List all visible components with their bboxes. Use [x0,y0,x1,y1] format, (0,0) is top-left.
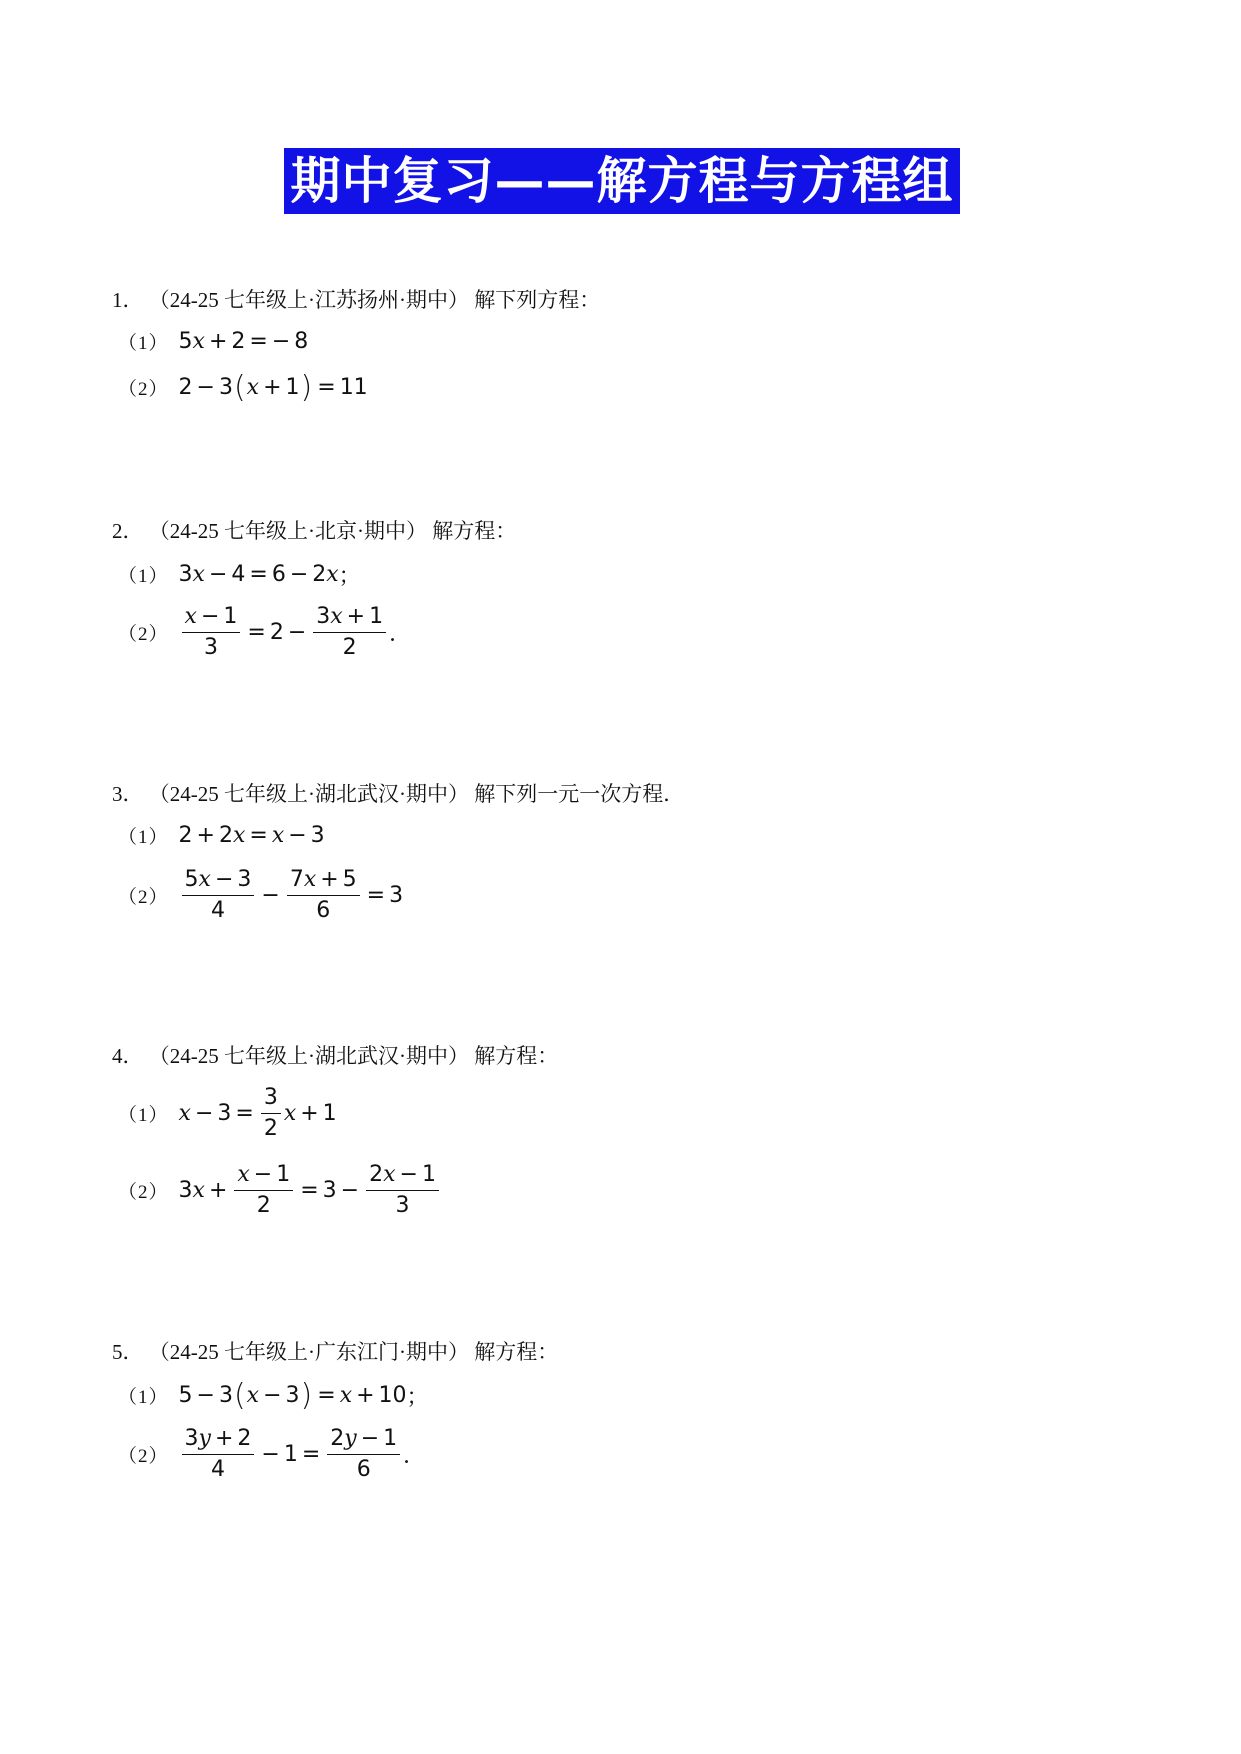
question-prompt: 解下列方程： [474,288,601,312]
equation: $\frac{3y + 2}{4}$ − 1 = $\frac{2y - 1}{6}$ ． [179,1426,426,1483]
question-2-part-2 [118,604,411,661]
question-3-part-1 [118,822,325,849]
question-4-part-2 [118,1162,442,1219]
question-number: 1． [112,288,144,312]
part-label: （1） [118,1105,169,1126]
part-label: （1） [118,333,169,354]
question-number: 3． [112,782,144,806]
question-number: 2． [112,519,144,543]
equation: 5 x + 2 = − 8 [178,329,309,354]
part-label: （2） [118,379,169,400]
question-prompt: 解方程： [474,1044,559,1068]
question-2-header [112,515,516,545]
question-1-part-1 [118,328,308,355]
question-5-part-1 [118,1377,429,1413]
equation: 2 − 3 ( x + 1 ) = 11 [178,369,368,405]
equation: 3 x − 4 = 6 − 2 x ； [178,562,361,589]
page-title: 期中复习——解方程与方程组 [284,148,960,214]
equation: 2 + 2 x = x − 3 [178,823,325,848]
equation: $\frac{5x - 3}{4}$ − $\frac{7x + 5}{6}$ = 3 [179,867,404,924]
question-source: （24-25 七年级上·江苏扬州·期中） [148,288,469,312]
question-number: 5． [112,1340,144,1364]
question-4-header [112,1040,558,1070]
question-source: （24-25 七年级上·湖北武汉·期中） [148,1044,469,1068]
question-prompt: 解下列一元一次方程． [474,782,685,806]
part-label: （2） [118,887,169,908]
part-label: （1） [118,566,169,587]
part-label: （2） [118,1446,169,1467]
question-3-header [112,778,684,808]
question-prompt: 解方程： [432,519,517,543]
equation: 5 − 3 ( x − 3 ) = x + 10 ； [178,1377,429,1413]
question-4-part-1 [118,1085,337,1142]
part-label: （2） [118,1182,169,1203]
part-label: （1） [118,1387,169,1408]
question-prompt: 解方程： [474,1340,559,1364]
question-source: （24-25 七年级上·湖北武汉·期中） [148,782,469,806]
question-5-part-2 [118,1426,425,1483]
question-5-header [112,1336,558,1366]
question-source: （24-25 七年级上·北京·期中） [148,519,427,543]
question-3-part-2 [118,867,403,924]
question-1-part-2 [118,369,368,405]
question-number: 4． [112,1044,144,1068]
part-label: （2） [118,624,169,645]
part-label: （1） [118,827,169,848]
equation: x − 3 = $\frac{3}{2}$ x + 1 [178,1085,337,1141]
question-source: （24-25 七年级上·广东江门·期中） [148,1340,469,1364]
equation: 3 x + $\frac{x - 1}{2}$ = 3 − $\frac{2x - 1}{3}$ [179,1162,442,1219]
equation: $\frac{x - 1}{3}$ = 2 − $\frac{3x + 1}{2}$ ． [179,604,412,661]
question-2-part-1 [118,559,361,590]
question-1-header [112,284,600,314]
